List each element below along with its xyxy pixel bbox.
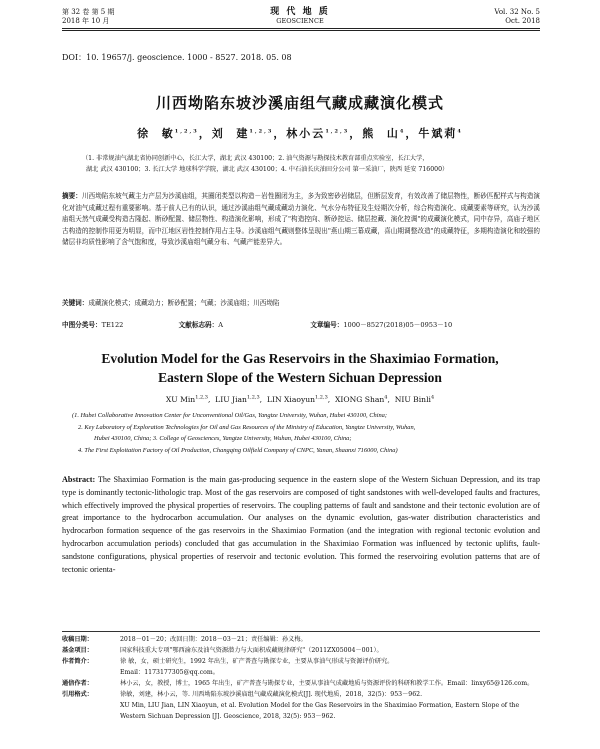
cn-abstract-text: 川西坳陷东坡气藏主力产层为沙溪庙组，其圈闭类型以构造－岩性圈闭为主，多为致密砂岩储层，但断层发育，有效改善了储层物性，断砂匹配样式与构造演化对油气成藏过程有重要影响。基于前人已有的认识，通过沙溪庙组气藏成藏动力演化、气水分布特征及生烃期次分析，综合构造演化、成藏要素等研究，认为沙溪庙组天然气成藏受构造古隆起、断砂配置、储层物性、构造演化影响，形成了"构造控向、断砂控运、储层控藏、演化控调"的成藏演化模式，同中存异，高庙子地区古构造的控制作用更为明显，而中江地区岩性控制作用占主导。沙溪庙组气藏则整体呈现出"燕山期三幕成藏，喜山期调整改造"的成藏特征，多期构造演化和较强的储层非均质性影响了含气饱和度，导致沙溪庙组气藏分布、气藏产能差异大。 [62, 192, 541, 246]
date-cn: 2018 年 10 月 [62, 17, 110, 25]
footnote-row [62, 689, 540, 700]
en-title-line1: Evolution Model for the Gas Reservoirs in the Shaximiao Formation, [101, 351, 499, 366]
cn-keywords-text: 成藏演化模式；成藏动力；断砂配置；气藏；沙溪庙组；川西坳陷 [88, 299, 280, 307]
footnote-row [62, 667, 540, 678]
cn-affiliation-line: 湖北 武汉 430100；3. 长江大学 地球科学学院，湖北 武汉 430100；4. 中石油长庆油田分公司 第一采油厂，陕西 延安 716000） [86, 166, 449, 173]
footnote-key: 基金项目： [62, 647, 93, 654]
footnote-row [62, 700, 540, 722]
clc-value: TE122 [101, 321, 124, 329]
volume-issue-cn: 第 32 卷 第 5 期 [62, 8, 115, 16]
footnote-value: 国家科技重大专项"鄂西渝东及油气资源潜力与大面积成藏规律研究"（2011ZX05004－001）。 [120, 647, 383, 654]
volume-issue-en [494, 8, 540, 26]
footnote-value: 徐敏，刘建，林小云，等. 川西坳陷东坡沙溪庙组气藏成藏演化模式[J]. 现代地质，2018，32(5)：953－962. [120, 691, 423, 698]
cn-classification-row [62, 320, 452, 330]
doi: DOI：10. 19657/j. geoscience. 1000 - 8527. 2018. 05. 08 [62, 53, 292, 62]
footnotes [62, 634, 540, 722]
cn-keywords-label: 关键词： [62, 299, 89, 307]
footnote-key [62, 667, 120, 678]
articleno-label: 文章编号： [310, 321, 344, 329]
en-abstract-label: Abstract: [62, 475, 96, 484]
volume-issue-en-line: Vol. 32 No. 5 [494, 8, 540, 16]
en-affiliation-line: 2. Key Laboratory of Exploration Technologies for Oil and Gas Resources of the Ministry of Education, Yangtze University, Wuhan, [78, 423, 416, 431]
journal-name-en: GEOSCIENCE [276, 17, 324, 25]
en-authors: XU Min$^{1,2,3}$, LIU Jian$^{1,2,3}$, LIN Xiaoyun$^{1,2,3}$, XIONG Shan$^4$, NIU Binli$^4$ [165, 394, 435, 404]
en-affiliation-line: (1. Hubei Collaborative Innovation Center for Unconventional Oil/Gas, Yangtze University, Wuhan, Hubei 430100, China; [72, 412, 388, 419]
footnote-value: XU Min, LIU Jian, LIN Xiaoyun, et al. Evolution Model for the Gas Reservoirs in the Shaximiao Formation, Eastern Slope of the Western Sichuan Depression [J]. Geoscience, 2018, 32(5): 953－962. [120, 702, 520, 720]
footnote-rule [62, 631, 540, 632]
footnote-key: 收稿日期： [62, 636, 93, 643]
en-title [0, 349, 600, 387]
footnote-row [62, 634, 540, 645]
cn-abstract [62, 191, 540, 249]
cn-abstract-label: 摘要： [62, 192, 82, 200]
clc-label: 中图分类号： [62, 321, 102, 329]
en-abstract-text: The Shaximiao Formation is the main gas-producing sequence in the eastern slope of the Western Sichuan Depression, and its trap type is dominantly tectonic-lithologic trap. Most of the gas reservoirs are composed of tight sandstones with well-developed faults and fractures, which effectively improved the physical properties of reservoirs. The coupling patterns of fault and sandstone and their tectonic evolution are of great importance to the hydrocarbon accumulation. Our analyses on the dynamic evolution, gas-water distribution characteristics and hydrocarbon formation sequence of the gas reservoirs in the Shaximiao Formation (and the integration with regional tectonic evolution and hydrocarbon accumulation periods) concluded that gas accumulation in the Shaximiao Formation was influenced by tectonic uplifts, fault-sandstone configurations, physical properties of reservoir and tectonic evolution. This formed the reservoiring evolution patterns that are of tectonic orienta- [62, 475, 541, 574]
footnote-value: 徐 敏，女，硕士研究生，1992 年出生，矿产普查与勘探专业，主要从事油气形成与资源评价研究。 [120, 658, 394, 665]
date-en: Oct. 2018 [505, 17, 540, 25]
en-affiliations [72, 410, 542, 456]
footnote-row [62, 645, 540, 656]
footnote-row [62, 656, 540, 667]
en-abstract [62, 474, 540, 576]
footnote-key: 引用格式： [62, 691, 93, 698]
footnote-value: 林小云，女，教授，博士，1965 年出生，矿产普查与勘探专业，主要从事油气成藏地质与资源评价的科研和教学工作。Email：linxy65@126.com。 [120, 680, 534, 687]
footnote-key: 通信作者： [62, 680, 93, 687]
footnote-row [62, 678, 540, 689]
doccode-label: 文献标志码： [178, 321, 219, 329]
doccode-value: A [218, 321, 223, 329]
en-affiliation-line: Hubei 430100, China; 3. College of Geosciences, Yangtze University, Wuhan, Hubei 430100, China; [94, 435, 352, 442]
cn-affiliations [82, 153, 527, 175]
en-affiliation-line: 4. The First Exploitation Factory of Oil Production, Changqing Oilfield Company of CNPC, Yanan, Shaanxi 716000, China) [78, 446, 398, 454]
footnote-value: Email：1173177305@qq.com。 [120, 669, 219, 676]
cn-affiliation-line: （1. 非常规油气湖北省协同创新中心，长江大学，湖北 武汉 430100；2. 油气资源与勘探技术教育部重点实验室，长江大学， [82, 155, 429, 162]
header-rule [62, 28, 540, 29]
header-rule-thin [62, 30, 540, 31]
cn-title: 川西坳陷东坡沙溪庙组气藏成藏演化模式 [155, 94, 444, 112]
articleno-value: 1000－8527(2018)05－0953－10 [343, 321, 453, 329]
footnote-key [62, 700, 120, 722]
footnote-key: 作者简介： [62, 658, 93, 665]
cn-keywords [62, 298, 540, 310]
journal-name-cn: 现 代 地 质 [270, 7, 330, 17]
en-title-line2: Eastern Slope of the Western Sichuan Depression [158, 370, 442, 385]
cn-authors: 徐 敏$^{1,2,3}$，刘 建$^{1,2,3}$，林小云$^{1,2,3}$，熊 山$^4$，牛斌莉$^4$ [137, 127, 463, 140]
footnote-value: 2018－01－20；改回日期：2018－03－21；责任编辑：孙义梅。 [120, 636, 307, 643]
